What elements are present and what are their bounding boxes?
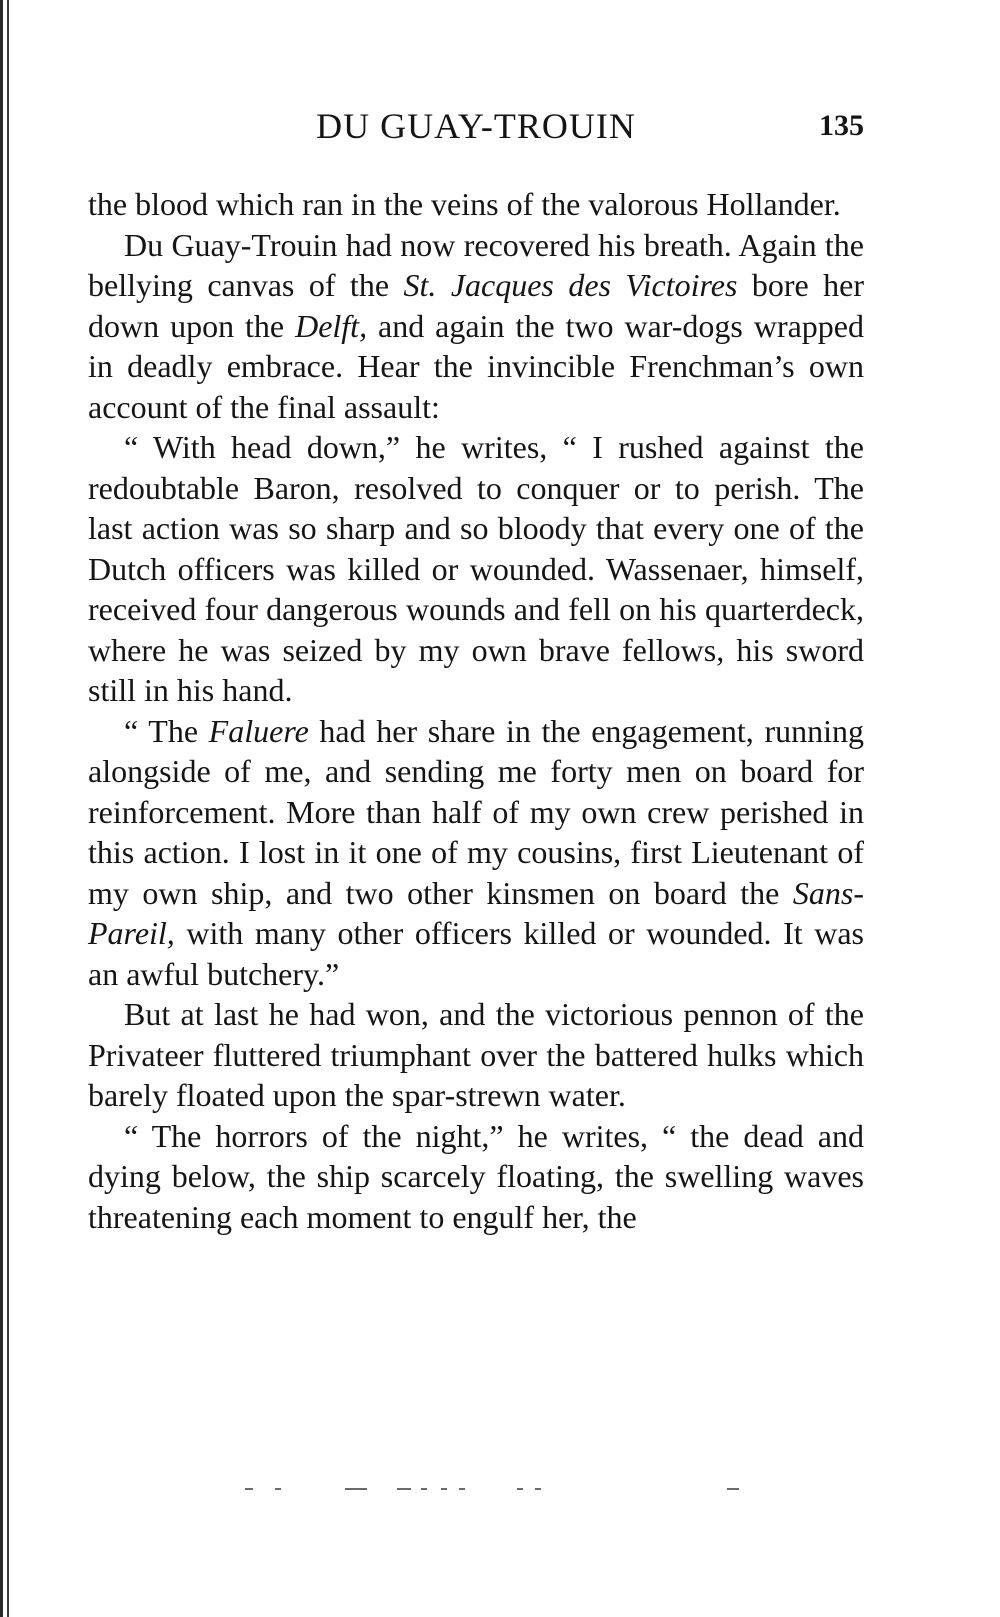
paragraph-1 — [88, 184, 864, 225]
paragraph-4-text-c: with many other officers killed or wounded. It was an awful butchery.” — [88, 915, 864, 992]
scan-mark — [535, 1488, 541, 1490]
paragraph-2-text-b: bore her down upon the — [88, 267, 865, 344]
scan-binding-edge — [0, 0, 10, 1617]
scan-mark — [397, 1488, 411, 1490]
paragraph-6-text: “ The horrors of the night,” he writes, “ the dead and dying below, the ship scarcely floating, the swelling waves threatening each moment to engulf her, the — [88, 1117, 864, 1235]
paragraph-3-text: “ With head down,” he writes, “ I rushed against the redoubtable Baron, resolved to conquer or to perish. The last action was so sharp and so bloody that every one of the Dutch officers was killed or wounded. Wassenaer, himself, received four dangerous wounds and fell on his quarterdeck, where he was seized by my own brave fellows, his sword still in his hand. — [88, 429, 864, 708]
running-head: DU GUAY-TROUIN — [316, 106, 636, 146]
paragraph-6 — [88, 1116, 864, 1238]
page-number: 135 — [819, 109, 864, 142]
ship-name-st-jacques: St. Jacques des Victoires — [403, 267, 738, 303]
scan-mark — [441, 1488, 447, 1490]
paragraph-2 — [88, 225, 864, 428]
paragraph-2-text-a: Du Guay-Trouin had now recovered his breath. Again the bellying canvas of the — [88, 226, 864, 303]
scan-mark — [727, 1488, 739, 1490]
paragraph-1-text: the blood which ran in the veins of the valorous Hollander. — [88, 186, 841, 222]
paragraph-4-text-a: “ The — [124, 712, 209, 749]
scan-mark — [275, 1488, 281, 1490]
scan-mark — [345, 1488, 367, 1490]
paragraph-5-text: But at last he had won, and the victorious pennon of the Privateer fluttered triumphant over the battered hulks which barely floated upon the spar-strewn water. — [88, 996, 864, 1113]
paragraph-2-text-c: and again the two war-dogs wrapped in deadly embrace. Hear the invincible Frenchman’s own account of the final assault: — [88, 307, 865, 425]
ship-name-sans-pareil: Sans-Pareil, — [88, 874, 864, 951]
page-header — [88, 104, 864, 148]
scan-mark — [421, 1488, 427, 1490]
body-text — [88, 184, 864, 1237]
paragraph-4 — [88, 711, 864, 995]
paragraph-4-text-b: had her share in the engagement, running alongside of me, and sending me forty men on board for reinforcement. More than half of my own crew perished in this action. I lost in it one of my cousins, first Lieutenant of my own ship, and two other kinsmen on board the — [88, 712, 865, 911]
paragraph-3 — [88, 427, 864, 711]
scan-mark — [517, 1488, 523, 1490]
ship-name-delft: Delft, — [295, 307, 368, 344]
scan-mark — [459, 1488, 465, 1490]
ship-name-faluere: Faluere — [208, 712, 309, 749]
scan-mark — [245, 1488, 253, 1490]
paragraph-5 — [88, 994, 864, 1116]
bottom-scan-marks — [245, 1488, 745, 1492]
